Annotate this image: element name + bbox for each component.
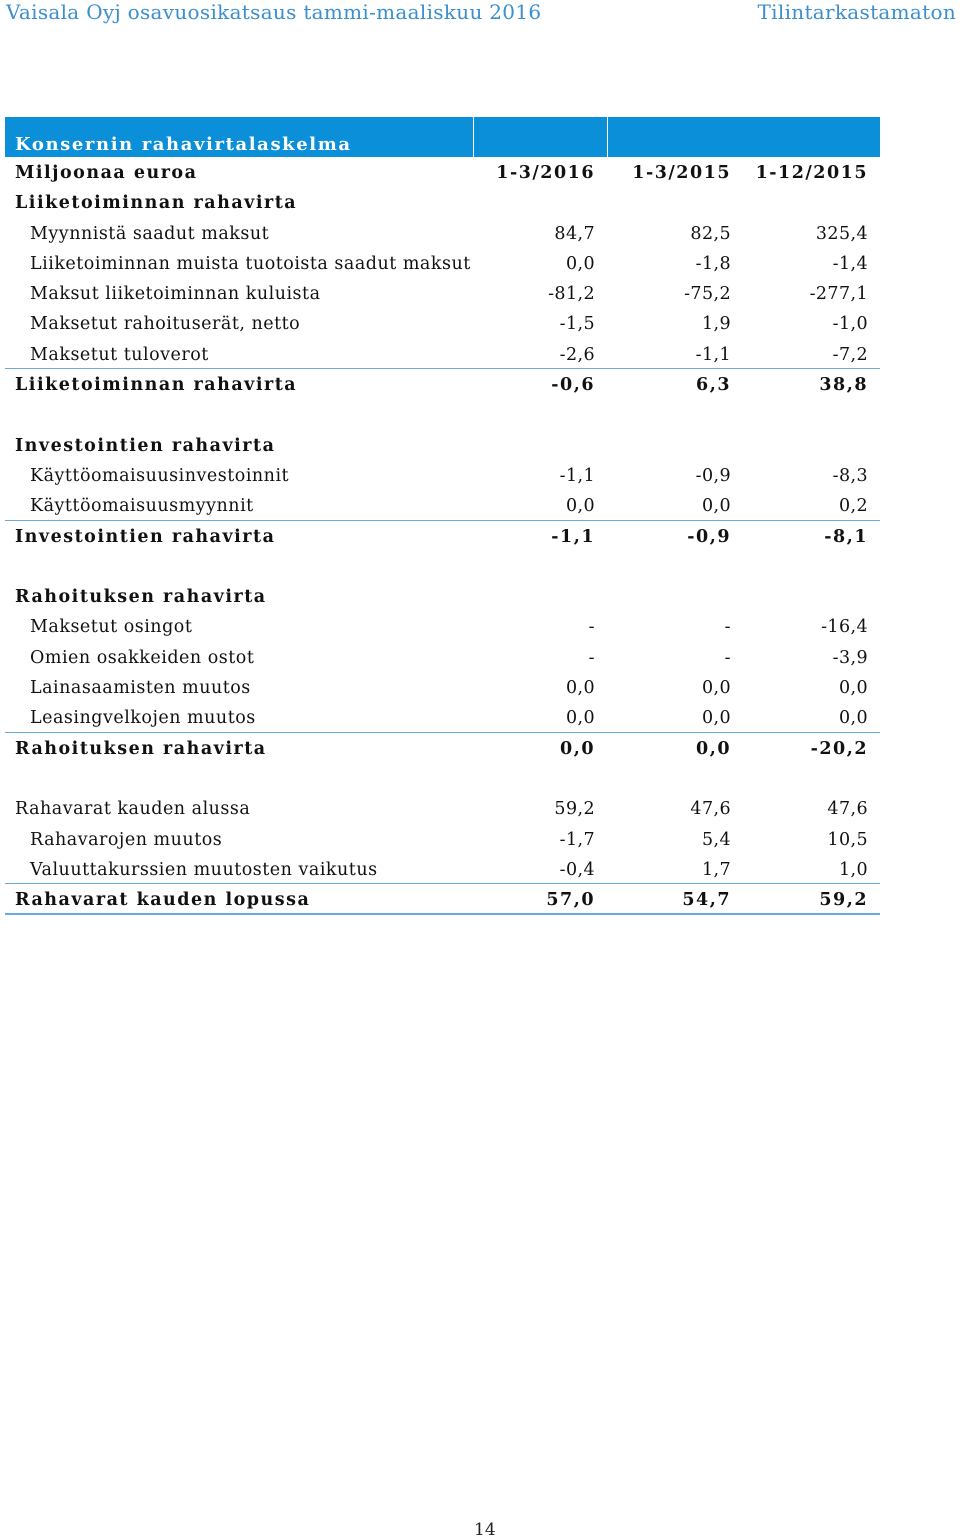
section-heading-operating xyxy=(5,187,880,217)
row-value-c1: 0,0 xyxy=(565,253,595,274)
row-label: Myynnistä saadut maksut xyxy=(30,223,270,244)
row-value-c1: -0,4 xyxy=(559,859,595,880)
row-value-c1: -1,1 xyxy=(559,465,595,486)
row-value-c2: -1,1 xyxy=(695,344,731,365)
report-header-status: Tilintarkastamaton xyxy=(757,0,956,24)
table-row xyxy=(5,672,880,702)
cash-flow-table xyxy=(5,117,880,914)
table-row xyxy=(5,460,880,490)
table-row xyxy=(5,339,880,369)
row-value-c2: 82,5 xyxy=(690,223,731,244)
row-value-c2: - xyxy=(724,617,731,638)
row-value-c1: - xyxy=(588,617,595,638)
table-row xyxy=(5,642,880,672)
row-label: Maksetut tuloverot xyxy=(30,344,209,365)
row-value-c3: -7,2 xyxy=(832,344,868,365)
row-value-c3: -1,0 xyxy=(832,314,868,335)
row-value-c3: -1,4 xyxy=(832,253,868,274)
row-value-c2: 5,4 xyxy=(701,829,731,850)
subtotal-value-c2: 0,0 xyxy=(696,738,731,759)
row-value-c1: 0,0 xyxy=(565,678,595,699)
row-label: Rahavarojen muutos xyxy=(30,829,223,850)
column-header-c1: 1-3/2016 xyxy=(496,163,595,183)
section-heading-financing xyxy=(5,581,880,611)
row-value-c1: 0,0 xyxy=(565,708,595,729)
row-value-c3: 0,0 xyxy=(838,708,868,729)
subtotal-value-c3: 38,8 xyxy=(819,375,868,396)
total-label: Rahavarat kauden lopussa xyxy=(15,890,311,911)
total-value-c2: 54,7 xyxy=(682,890,731,911)
title-bar-segment xyxy=(473,117,607,157)
subtotal-label: Investointien rahavirta xyxy=(15,526,276,547)
total-value-c1: 57,0 xyxy=(546,890,595,911)
row-value-c2: 1,7 xyxy=(701,859,731,880)
section-heading: Investointien rahavirta xyxy=(15,435,276,456)
row-value-c3: -3,9 xyxy=(832,647,868,668)
table-title-bar xyxy=(5,117,880,157)
subtotal-value-c2: 6,3 xyxy=(696,375,731,396)
row-label: Käyttöomaisuusmyynnit xyxy=(30,496,254,517)
row-value-c2: - xyxy=(724,647,731,668)
subtotal-row xyxy=(5,521,880,551)
subtotal-row xyxy=(5,733,880,763)
row-value-c2: -75,2 xyxy=(684,284,731,305)
row-value-c3: 1,0 xyxy=(838,859,868,880)
table-row xyxy=(5,854,880,884)
table-row xyxy=(5,308,880,338)
row-value-c3: -277,1 xyxy=(809,284,868,305)
row-value-c3: -8,3 xyxy=(832,465,868,486)
subtotal-value-c3: -8,1 xyxy=(824,526,868,547)
row-label: Rahavarat kauden alussa xyxy=(15,799,251,820)
subtotal-row xyxy=(5,369,880,399)
table-row xyxy=(5,611,880,641)
row-label: Käyttöomaisuusinvestoinnit xyxy=(30,465,290,486)
row-value-c3: 10,5 xyxy=(827,829,868,850)
row-value-c2: 0,0 xyxy=(701,678,731,699)
row-value-c2: -0,9 xyxy=(695,465,731,486)
section-heading: Liiketoiminnan rahavirta xyxy=(15,193,298,214)
row-value-c3: -16,4 xyxy=(821,617,868,638)
table-row xyxy=(5,248,880,278)
row-value-c2: 0,0 xyxy=(701,708,731,729)
row-value-c3: 0,0 xyxy=(838,678,868,699)
spacer xyxy=(5,551,880,581)
row-value-c1: 84,7 xyxy=(554,223,595,244)
row-label: Leasingvelkojen muutos xyxy=(30,708,256,729)
total-value-c3: 59,2 xyxy=(819,890,868,911)
row-value-c3: 325,4 xyxy=(815,223,868,244)
row-value-c1: 0,0 xyxy=(565,496,595,517)
row-label: Valuuttakurssien muutosten vaikutus xyxy=(30,859,378,880)
table-row xyxy=(5,490,880,520)
page-number: 14 xyxy=(474,1520,496,1540)
row-value-c3: 47,6 xyxy=(827,799,868,820)
row-label: Liiketoiminnan muista tuotoista saadut maksut xyxy=(30,253,471,274)
column-header-row xyxy=(5,157,880,187)
row-value-c1: -2,6 xyxy=(559,344,595,365)
row-label: Omien osakkeiden ostot xyxy=(30,647,255,668)
column-header-c2: 1-3/2015 xyxy=(632,163,731,183)
row-value-c2: 47,6 xyxy=(690,799,731,820)
row-value-c1: - xyxy=(588,647,595,668)
row-value-c2: -1,8 xyxy=(695,253,731,274)
row-value-c1: -1,5 xyxy=(559,314,595,335)
row-value-c3: 0,2 xyxy=(838,496,868,517)
column-header-c3: 1-12/2015 xyxy=(755,163,868,183)
row-label: Lainasaamisten muutos xyxy=(30,678,251,699)
table-row xyxy=(5,278,880,308)
subtotal-label: Rahoituksen rahavirta xyxy=(15,738,267,759)
table-row xyxy=(5,218,880,248)
subtotal-value-c3: -20,2 xyxy=(810,738,868,759)
subtotal-value-c1: -1,1 xyxy=(551,526,595,547)
row-label: Maksut liiketoiminnan kuluista xyxy=(30,284,321,305)
cash-end-row xyxy=(5,884,880,914)
title-bar-segment xyxy=(607,117,881,157)
row-value-c2: 0,0 xyxy=(701,496,731,517)
subtotal-value-c2: -0,9 xyxy=(687,526,731,547)
spacer xyxy=(5,399,880,429)
spacer xyxy=(5,763,880,793)
table-row xyxy=(5,702,880,732)
row-label: Maksetut osingot xyxy=(30,617,193,638)
row-value-c1: -1,7 xyxy=(559,829,595,850)
subtotal-value-c1: 0,0 xyxy=(560,738,595,759)
section-heading-investing xyxy=(5,430,880,460)
row-value-c1: -81,2 xyxy=(548,284,595,305)
table-title: Konsernin rahavirtalaskelma xyxy=(15,134,352,155)
cash-start-row xyxy=(5,793,880,823)
subtotal-value-c1: -0,6 xyxy=(551,375,595,396)
row-label: Maksetut rahoituserät, netto xyxy=(30,314,301,335)
row-value-c2: 1,9 xyxy=(701,314,731,335)
row-value-c1: 59,2 xyxy=(554,799,595,820)
report-header-title: Vaisala Oyj osavuosikatsaus tammi-maaliskuu 2016 xyxy=(6,0,542,24)
subtotal-label: Liiketoiminnan rahavirta xyxy=(15,375,298,396)
section-heading: Rahoituksen rahavirta xyxy=(15,587,267,608)
table-row xyxy=(5,824,880,854)
column-header-label: Miljoonaa euroa xyxy=(15,163,198,183)
